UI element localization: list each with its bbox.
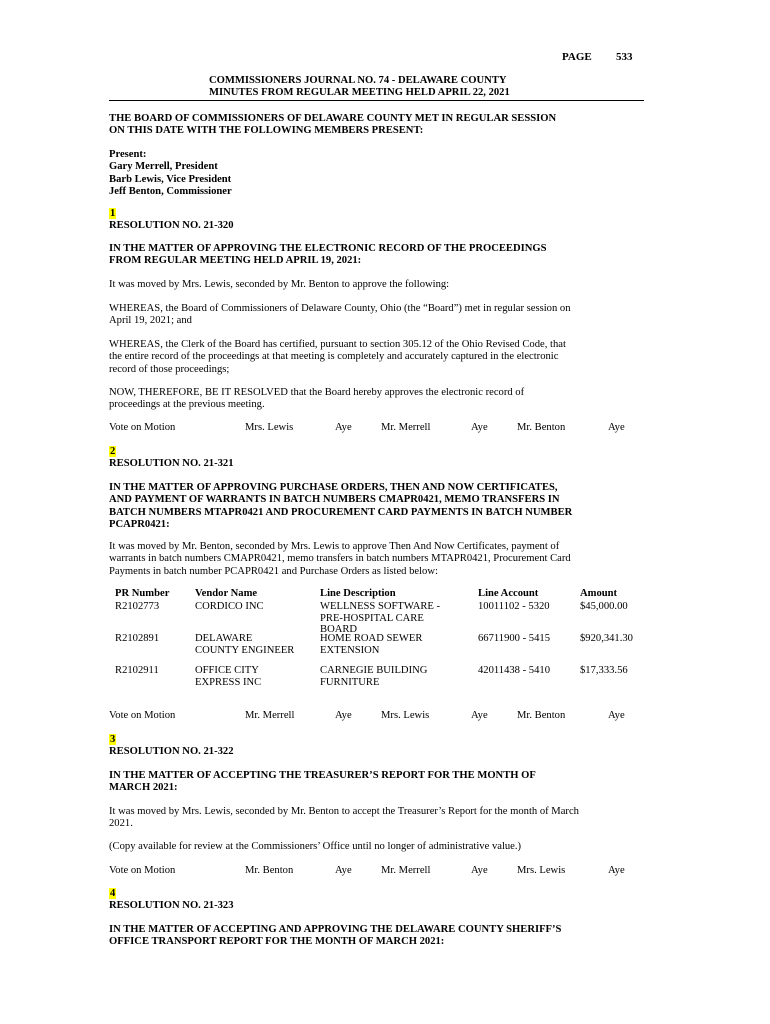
voter-name: Mr. Merrell bbox=[381, 422, 431, 433]
heading-line: OFFICE TRANSPORT REPORT FOR THE MONTH OF MARCH 2021: bbox=[109, 936, 445, 948]
vote-label: Vote on Motion bbox=[109, 422, 176, 433]
intro-line: ON THIS DATE WITH THE FOLLOWING MEMBERS PRESENT: bbox=[109, 125, 424, 137]
heading-line: FROM REGULAR MEETING HELD APRIL 19, 2021: bbox=[109, 255, 362, 267]
table-cell: OFFICE CITY bbox=[195, 665, 259, 676]
resolved-paragraph bbox=[109, 387, 669, 412]
vote-value: Aye bbox=[608, 422, 625, 433]
paragraph-line: NOW, THEREFORE, BE IT RESOLVED that the Board hereby approves the electronic record of bbox=[109, 387, 525, 398]
table-cell: HOME ROAD SEWER bbox=[320, 633, 423, 644]
vote-value: Aye bbox=[335, 422, 352, 433]
resolution-number: RESOLUTION NO. 21-322 bbox=[109, 746, 234, 757]
resolution-heading bbox=[109, 243, 669, 268]
table-cell: R2102911 bbox=[115, 665, 159, 676]
motion-text: It was moved by Mrs. Lewis, seconded by Mr. Benton to approve the following: bbox=[109, 279, 450, 290]
table-cell: FURNITURE bbox=[320, 677, 380, 688]
item-highlight: 3 bbox=[110, 734, 116, 745]
table-cell: 10011102 - 5320 bbox=[478, 601, 550, 612]
vote-row bbox=[109, 422, 649, 435]
vote-value: Aye bbox=[471, 865, 488, 876]
paragraph-line: record of those proceedings; bbox=[109, 363, 230, 375]
heading-line: PCAPR0421: bbox=[109, 519, 170, 531]
motion-text bbox=[109, 541, 669, 578]
table-header: Line Description bbox=[320, 588, 396, 599]
table-cell: $920,341.30 bbox=[580, 633, 633, 644]
heading-line: IN THE MATTER OF ACCEPTING THE TREASURER’S REPORT FOR THE MONTH OF bbox=[109, 770, 536, 781]
paragraph-line: WHEREAS, the Board of Commissioners of Delaware County, Ohio (the “Board”) met in regular session on bbox=[109, 303, 571, 314]
item-highlight: 4 bbox=[110, 888, 116, 899]
table-cell: PRE-HOSPITAL CARE bbox=[320, 613, 424, 624]
table-cell: 42011438 - 5410 bbox=[478, 665, 550, 676]
resolution-item-number bbox=[109, 734, 669, 746]
table-cell: DELAWARE bbox=[195, 633, 253, 644]
resolution-item-number bbox=[109, 446, 669, 458]
vote-label: Vote on Motion bbox=[109, 865, 176, 876]
journal-title-line: MINUTES FROM REGULAR MEETING HELD APRIL 22, 2021 bbox=[209, 87, 510, 99]
table-cell: CORDICO INC bbox=[195, 601, 264, 612]
resolution-heading bbox=[109, 924, 669, 949]
heading-line: IN THE MATTER OF APPROVING PURCHASE ORDERS, THEN AND NOW CERTIFICATES, bbox=[109, 482, 558, 493]
table-header: Line Account bbox=[478, 588, 539, 599]
table-cell: EXTENSION bbox=[320, 645, 380, 656]
present-label: Present: bbox=[109, 149, 147, 160]
member-name: Gary Merrell, President bbox=[109, 161, 218, 173]
paragraph-line: proceedings at the previous meeting. bbox=[109, 399, 265, 411]
intro-statement bbox=[109, 113, 669, 138]
vote-value: Aye bbox=[608, 710, 625, 721]
resolution-item-number bbox=[109, 208, 669, 220]
paragraph-line: April 19, 2021; and bbox=[109, 315, 192, 327]
table-cell: EXPRESS INC bbox=[195, 677, 262, 688]
whereas-paragraph bbox=[109, 303, 669, 328]
table-header: PR Number bbox=[115, 588, 170, 599]
vote-value: Aye bbox=[608, 865, 625, 876]
table-header: Amount bbox=[580, 588, 618, 599]
voter-name: Mr. Merrell bbox=[381, 865, 431, 876]
voter-name: Mr. Benton bbox=[245, 865, 294, 876]
heading-line: MARCH 2021: bbox=[109, 782, 178, 794]
paragraph-line: It was moved by Mrs. Lewis, seconded by Mr. Benton to accept the Treasurer’s Report for the month of March bbox=[109, 806, 579, 817]
resolution-heading bbox=[109, 770, 669, 795]
table-cell: COUNTY ENGINEER bbox=[195, 645, 295, 656]
voter-name: Mr. Merrell bbox=[245, 710, 295, 721]
resolution-number: RESOLUTION NO. 21-321 bbox=[109, 458, 234, 469]
page-label: PAGE bbox=[562, 51, 592, 63]
table-cell: 66711900 - 5415 bbox=[478, 633, 550, 644]
table-cell: WELLNESS SOFTWARE - bbox=[320, 601, 441, 612]
journal-title-line: COMMISSIONERS JOURNAL NO. 74 - DELAWARE COUNTY bbox=[209, 75, 507, 86]
heading-line: AND PAYMENT OF WARRANTS IN BATCH NUMBERS CMAPR0421, MEMO TRANSFERS IN bbox=[109, 494, 560, 506]
member-name: Barb Lewis, Vice President bbox=[109, 173, 232, 185]
heading-line: IN THE MATTER OF APPROVING THE ELECTRONIC RECORD OF THE PROCEEDINGS bbox=[109, 243, 547, 254]
paragraph-line: 2021. bbox=[109, 818, 133, 830]
voter-name: Mrs. Lewis bbox=[517, 865, 566, 876]
resolution-number: RESOLUTION NO. 21-320 bbox=[109, 220, 234, 231]
vote-value: Aye bbox=[471, 710, 488, 721]
table-cell: R2102891 bbox=[115, 633, 160, 644]
journal-title bbox=[209, 75, 510, 100]
whereas-paragraph bbox=[109, 339, 669, 376]
table-cell: R2102773 bbox=[115, 601, 160, 612]
table-header: Vendor Name bbox=[195, 588, 258, 599]
voter-name: Mr. Benton bbox=[517, 422, 566, 433]
item-highlight: 2 bbox=[110, 446, 116, 457]
members-present bbox=[109, 149, 669, 199]
vote-label: Vote on Motion bbox=[109, 710, 176, 721]
paragraph-line: It was moved by Mr. Benton, seconded by Mrs. Lewis to approve Then And Now Certificates, payment of bbox=[109, 541, 560, 552]
copy-note: (Copy available for review at the Commissioners’ Office until no longer of administrative value.) bbox=[109, 841, 522, 852]
resolution-heading bbox=[109, 482, 669, 532]
intro-line: THE BOARD OF COMMISSIONERS OF DELAWARE COUNTY MET IN REGULAR SESSION bbox=[109, 113, 557, 124]
table-cell: $45,000.00 bbox=[580, 601, 628, 612]
heading-line: IN THE MATTER OF ACCEPTING AND APPROVING THE DELAWARE COUNTY SHERIFF’S bbox=[109, 924, 562, 935]
vote-value: Aye bbox=[471, 422, 488, 433]
resolution-number: RESOLUTION NO. 21-323 bbox=[109, 900, 234, 911]
resolution-item-number bbox=[109, 888, 669, 900]
table-cell: CARNEGIE BUILDING bbox=[320, 665, 428, 676]
header-rule bbox=[109, 100, 644, 101]
paragraph-line: the entire record of the proceedings at that meeting is completely and accurately captured in the electronic bbox=[109, 351, 559, 363]
table-cell: $17,333.56 bbox=[580, 665, 628, 676]
paragraph-line: WHEREAS, the Clerk of the Board has certified, pursuant to section 305.12 of the Ohio Revised Code, that bbox=[109, 339, 566, 350]
vote-value: Aye bbox=[335, 710, 352, 721]
vote-value: Aye bbox=[335, 865, 352, 876]
member-name: Jeff Benton, Commissioner bbox=[109, 186, 232, 198]
voter-name: Mrs. Lewis bbox=[245, 422, 294, 433]
vote-row bbox=[109, 710, 649, 723]
motion-text bbox=[109, 806, 669, 831]
item-highlight: 1 bbox=[110, 208, 116, 219]
page-number: 533 bbox=[616, 51, 633, 63]
voter-name: Mrs. Lewis bbox=[381, 710, 430, 721]
heading-line: BATCH NUMBERS MTAPR0421 AND PROCUREMENT CARD PAYMENTS IN BATCH NUMBER bbox=[109, 506, 573, 518]
paragraph-line: Payments in batch number PCAPR0421 and Purchase Orders as listed below: bbox=[109, 565, 438, 577]
table-cell: BOARD bbox=[320, 624, 358, 635]
vote-row bbox=[109, 865, 649, 878]
paragraph-line: warrants in batch numbers CMAPR0421, memo transfers in batch numbers MTAPR0421, Procurement Card bbox=[109, 553, 571, 565]
voter-name: Mr. Benton bbox=[517, 710, 566, 721]
